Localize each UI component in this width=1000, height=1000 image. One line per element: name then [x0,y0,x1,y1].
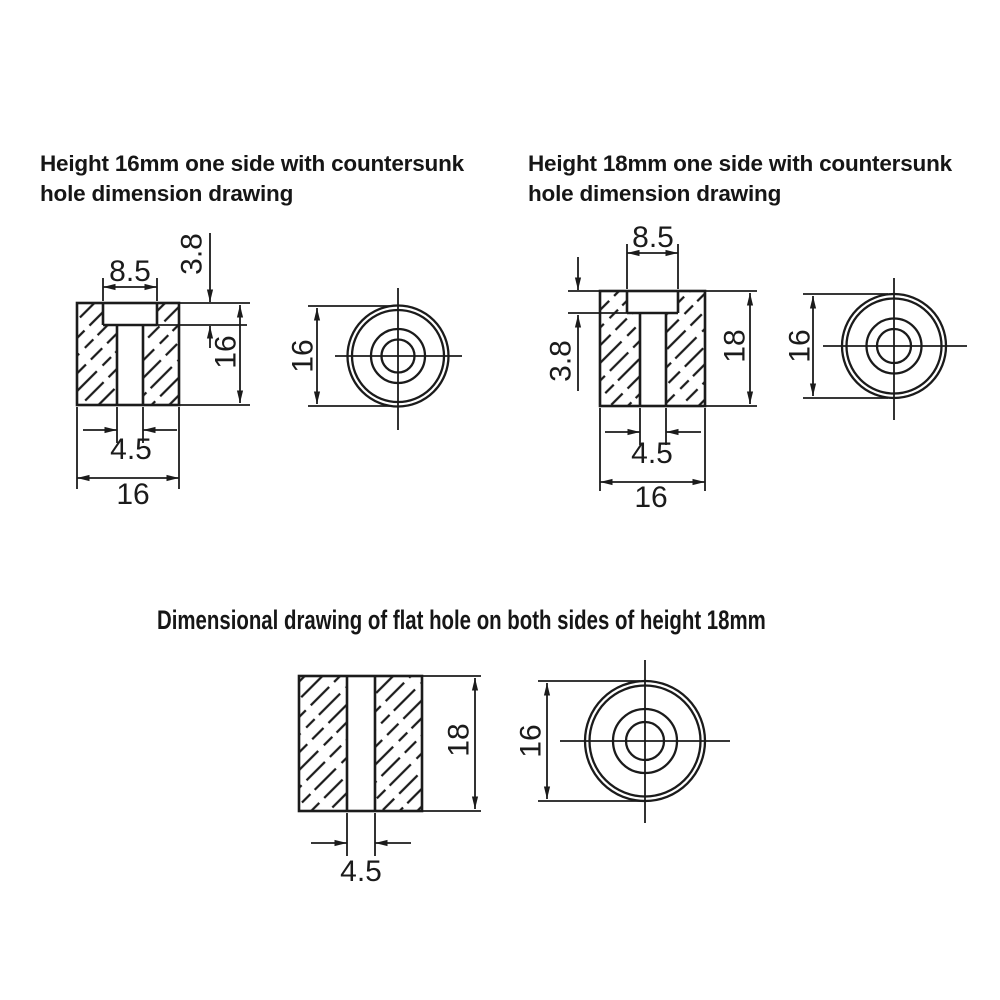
title-height-18-flat-hole: Dimensional drawing of flat hole on both sides of height 18mm [157,605,766,635]
dim-outer-diameter: 16 [286,339,320,373]
hatch-right [375,676,422,811]
title-line: Height 16mm one side with countersunk [40,151,464,176]
top-view-16-countersunk [287,288,463,430]
dim-outer-diameter: 16 [783,329,817,363]
title-line: hole dimension drawing [528,181,782,206]
dim-hole-width: 4.5 [340,855,382,888]
dim-height: 18 [442,723,476,757]
dim-countersink-depth: 3.8 [175,233,209,275]
dim-hole-width: 4.5 [110,433,152,466]
dim-countersink-depth: 3.8 [544,340,578,382]
dim-outer-width: 16 [116,478,150,511]
section-view-18-countersunk [545,221,758,514]
hatch-left [77,303,117,405]
dim-hole-width: 4.5 [631,437,673,470]
hatch-left [600,291,640,406]
dim-countersink-width: 8.5 [109,255,151,288]
dim-countersink-width: 8.5 [632,221,674,254]
title-line: Height 18mm one side with countersunk [528,151,952,176]
hatch-right [666,291,705,406]
section-view-18-flat [299,676,481,888]
title-line: hole dimension drawing [40,181,294,206]
top-view-18-countersunk [784,278,968,420]
section-view-16-countersunk [77,233,250,511]
dim-outer-width: 16 [634,481,668,514]
dim-height: 16 [209,335,243,369]
top-view-18-flat [515,660,731,823]
dim-height: 18 [718,329,752,363]
hatch-right [143,303,179,405]
hatch-left [299,676,347,811]
dim-outer-diameter: 16 [514,724,548,758]
